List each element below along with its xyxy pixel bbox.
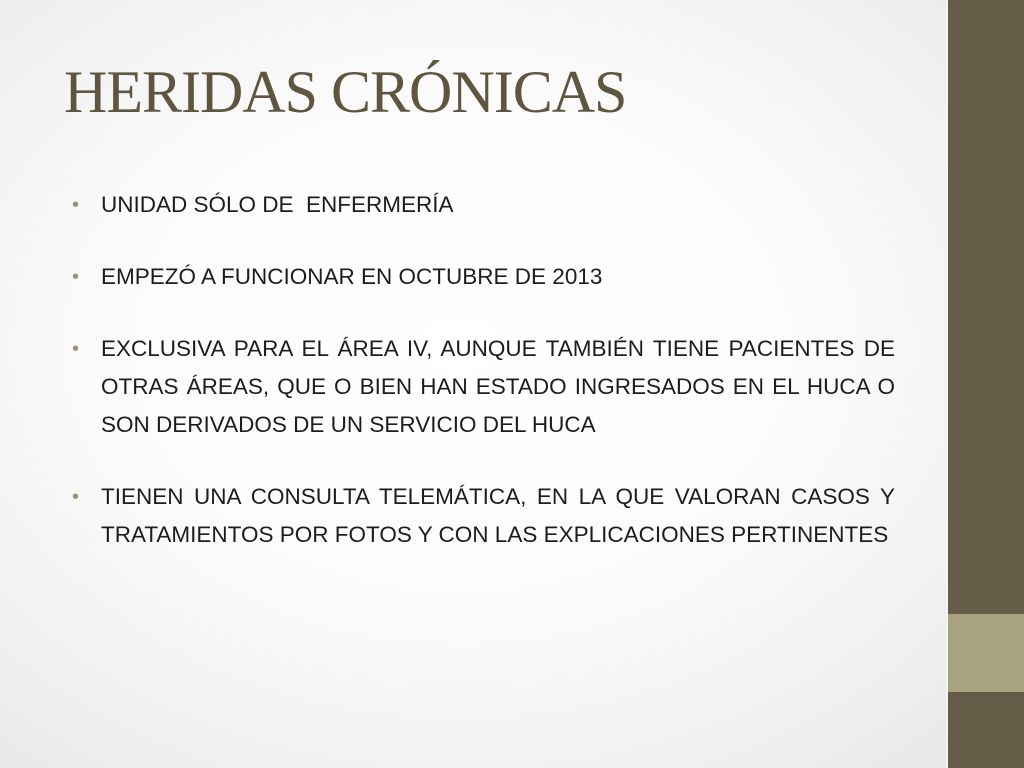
slide-title: HERIDAS CRÓNICAS [64,59,627,125]
bullet-list [72,186,895,588]
bullet-text: TIENEN UNA CONSULTA TELEMÁTICA, EN LA QUE VALORAN CASOS Y TRATAMIENTOS POR FOTOS Y CON LAS EXPLICACIONES PERTINENTES [101,484,895,547]
side-accent-block [948,614,1024,692]
bullet-text: UNIDAD SÓLO DE ENFERMERÍA [101,192,454,217]
bullet-dot-icon: • [72,338,80,360]
bullet-dot-icon: • [72,266,80,288]
bullet-dot-icon: • [72,194,80,216]
bullet-text: EMPEZÓ A FUNCIONAR EN OCTUBRE DE 2013 [101,264,603,289]
bullet-item [72,186,895,224]
bullet-item [72,330,895,444]
bullet-item [72,478,895,554]
bullet-dot-icon: • [72,486,80,508]
bullet-text: EXCLUSIVA PARA EL ÁREA IV, AUNQUE TAMBIÉN TIENE PACIENTES DE OTRAS ÁREAS, QUE O BIEN HAN ESTADO INGRESADOS EN EL HUCA O SON DERIVADOS DE UN SERVICIO DEL HUCA [101,336,895,437]
bullet-item [72,258,895,296]
